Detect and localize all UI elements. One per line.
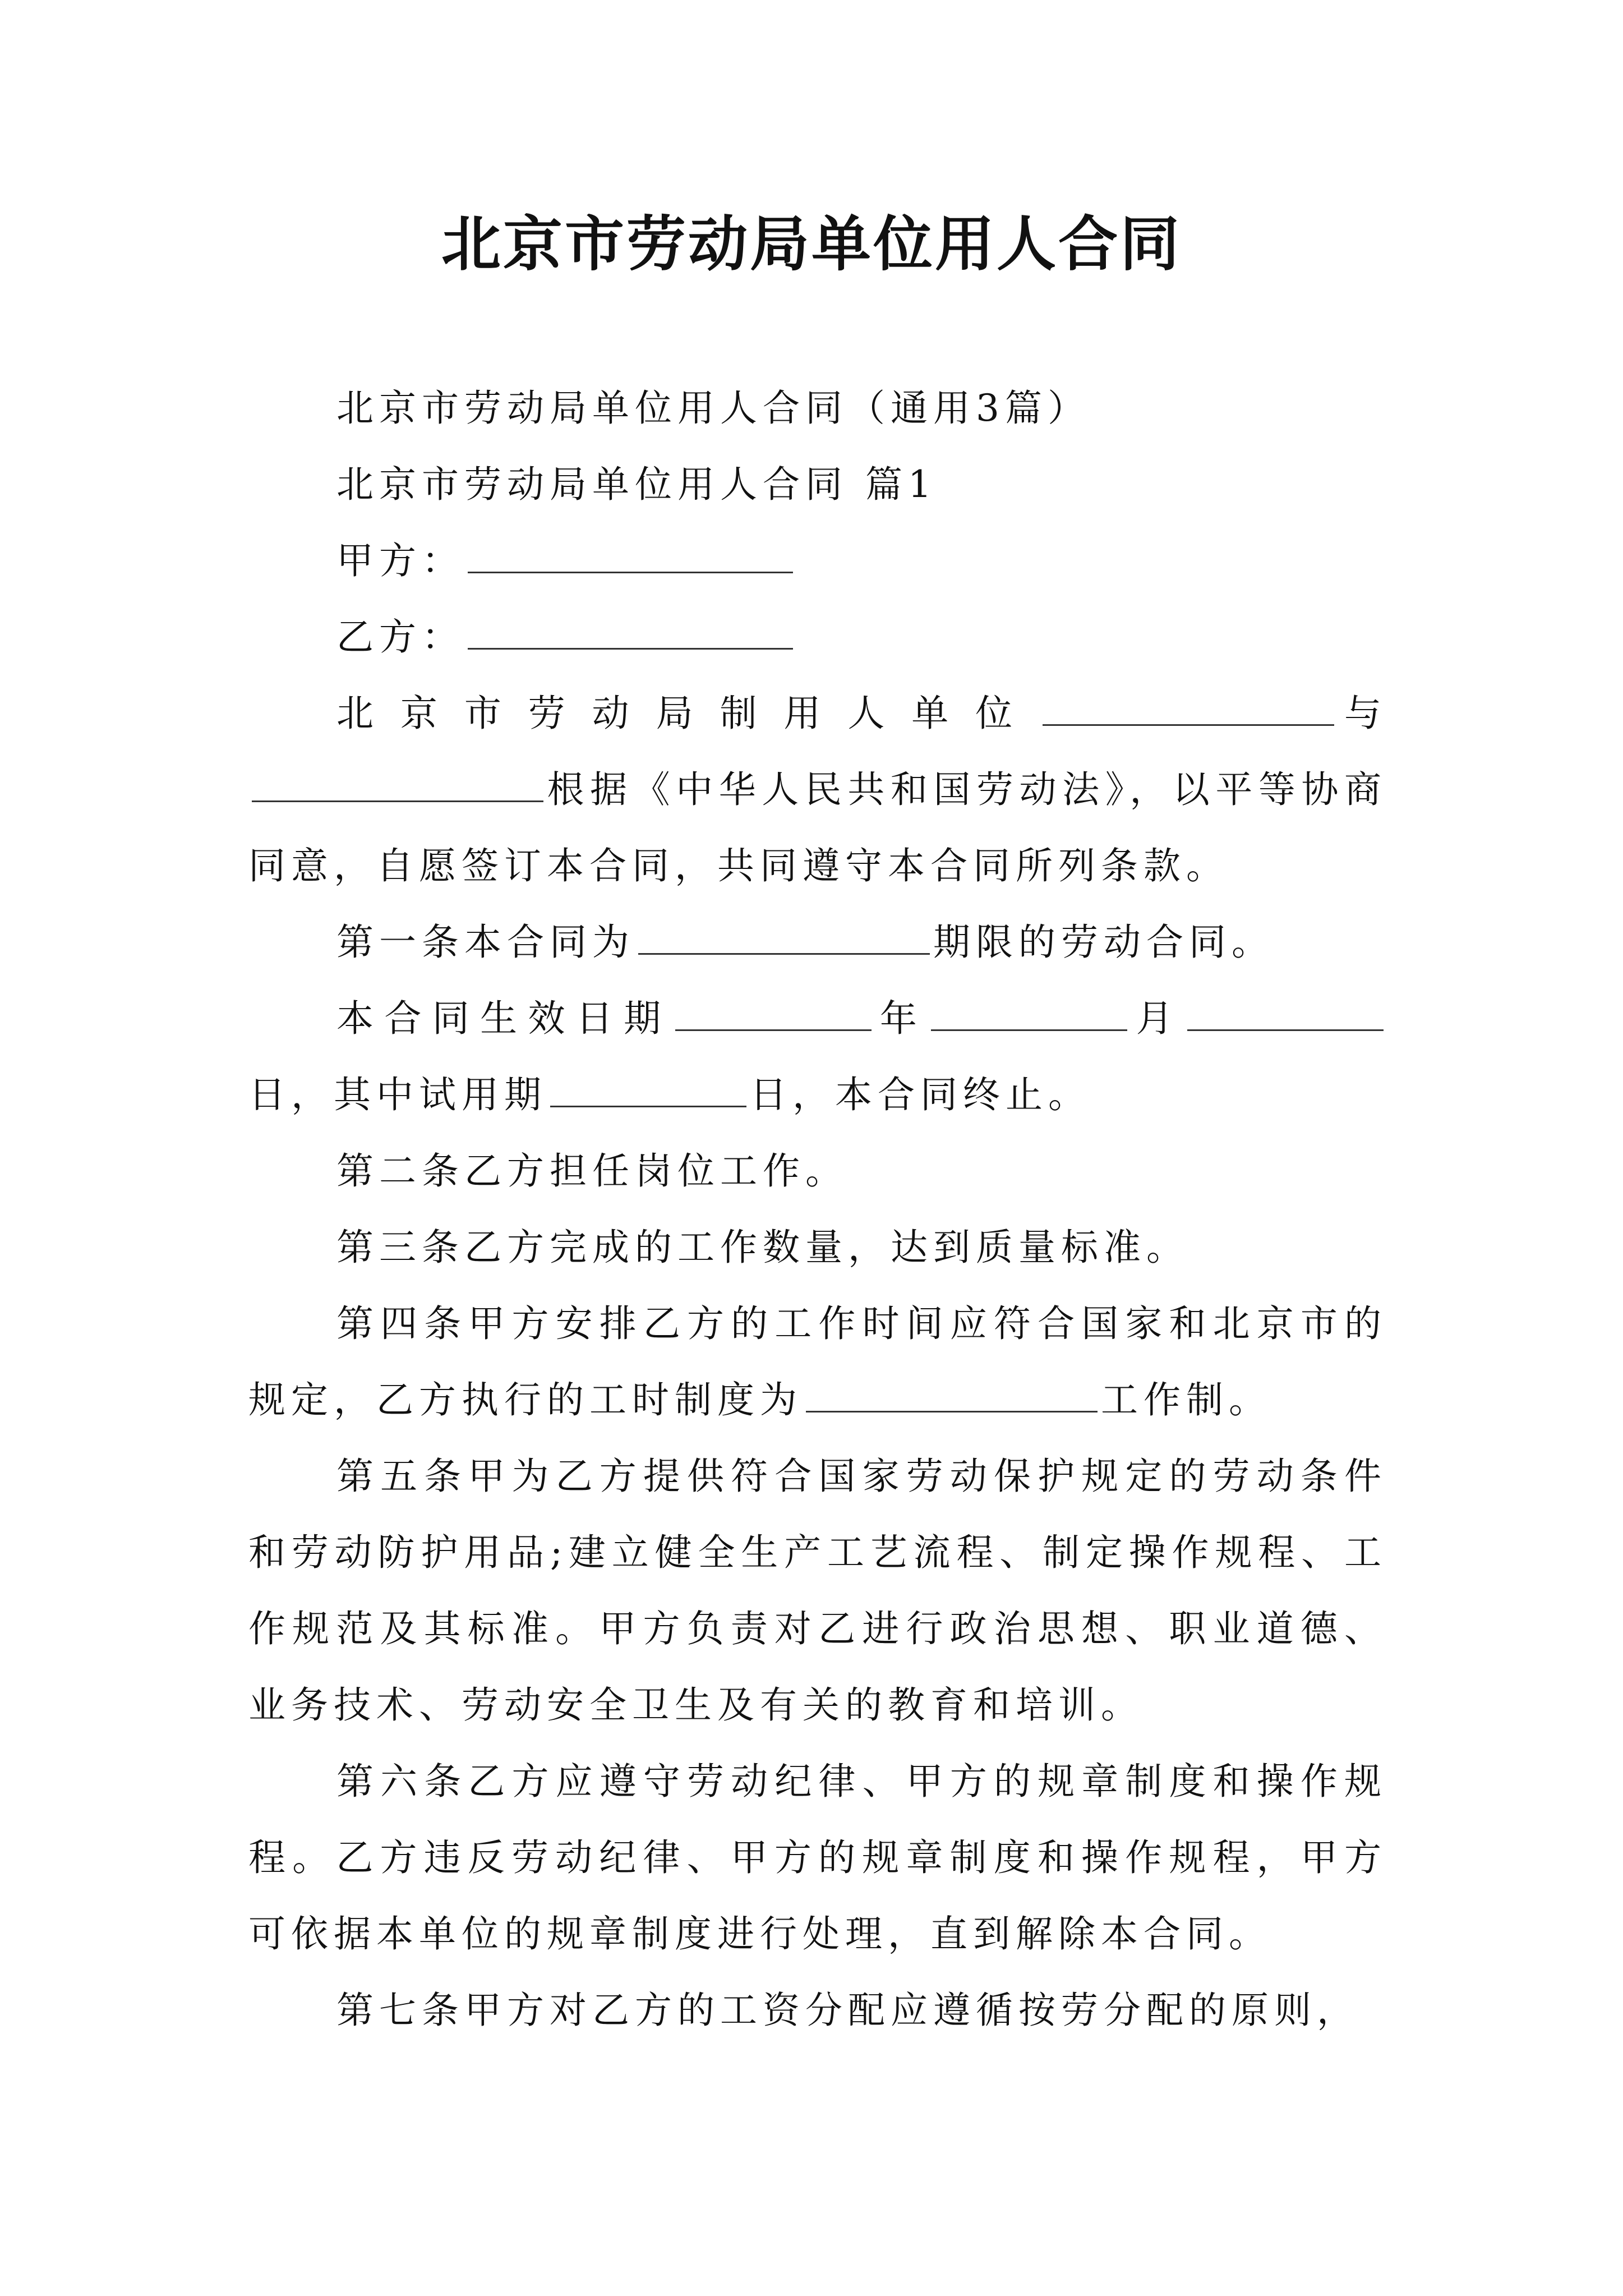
section-heading: 北京市劳动局单位用人合同 篇1 <box>336 463 937 506</box>
party-a-line <box>248 523 1387 599</box>
intro-paragraph <box>248 675 1387 904</box>
working-hours-blank <box>806 1372 1098 1412</box>
term-blank <box>638 914 930 955</box>
subtitle: 北京市劳动局单位用人合同（通用3篇） <box>336 386 1090 430</box>
document-title: 北京市劳动局单位用人合同 <box>441 209 1182 279</box>
probation-blank <box>550 1066 746 1107</box>
article-6: 第六条乙方应遵守劳动纪律、甲方的规章制度和操作规程。乙方违反劳动纪律、甲方的规章制度和操作规程，甲方可依据本单位的规章制度进行处理，直到解除本合同。 <box>248 1760 1387 1955</box>
month-blank <box>931 990 1127 1031</box>
article-3: 第三条乙方完成的工作数量，达到质量标准。 <box>336 1226 1189 1269</box>
effective-date-paragraph <box>248 981 1387 1133</box>
article-4 <box>248 1286 1387 1438</box>
intro-text-a: 北京市劳动局制用人单位 <box>336 692 1040 735</box>
article-2: 第二条乙方担任岗位工作。 <box>336 1149 848 1193</box>
year-blank <box>675 990 872 1031</box>
article-1 <box>248 904 1387 981</box>
party-a-label: 甲方： <box>336 539 464 582</box>
party-b-blank <box>468 609 793 650</box>
article-1-text-a: 第一条本合同为 <box>336 921 635 964</box>
article-4-text-b: 工作制。 <box>1101 1378 1271 1421</box>
party-b-label: 乙方： <box>336 615 464 659</box>
intro-text-c: 根据《中华人民共和国劳动法》，以平等协商同意，自愿签订本合同，共同遵守本合同所列条款。 <box>248 768 1387 887</box>
party-a-blank <box>468 532 793 573</box>
day-blank <box>1187 990 1384 1031</box>
date-text-a: 本合同生效日期 <box>336 997 672 1040</box>
document-body <box>248 370 1387 2049</box>
employee-blank <box>252 761 543 802</box>
date-text-c: 月 <box>1131 997 1184 1040</box>
date-text-b: 年 <box>874 997 928 1040</box>
intro-text-b: 与 <box>1338 692 1387 735</box>
article-7: 第七条甲方对乙方的工资分配应遵循按劳分配的原则， <box>336 1989 1359 2032</box>
date-text-d: 日，其中试用期 <box>248 1073 547 1116</box>
article-5: 第五条甲为乙方提供符合国家劳动保护规定的劳动条件和劳动防护用品;建立健全生产工艺流程、制定操作规程、工作规范及其标准。甲方负责对乙进行政治思想、职业道德、业务技术、劳动安全卫生及有关的教育和培训。 <box>248 1455 1387 1727</box>
party-b-line <box>248 599 1387 675</box>
employer-blank <box>1043 685 1334 726</box>
article-1-text-b: 期限的劳动合同。 <box>933 921 1274 964</box>
article-4-text-a: 第四条甲方安排乙方的工作时间应符合国家和北京市的规定，乙方执行的工时制度为 <box>248 1302 1387 1421</box>
date-text-e: 日，本合同终止。 <box>750 1073 1091 1116</box>
